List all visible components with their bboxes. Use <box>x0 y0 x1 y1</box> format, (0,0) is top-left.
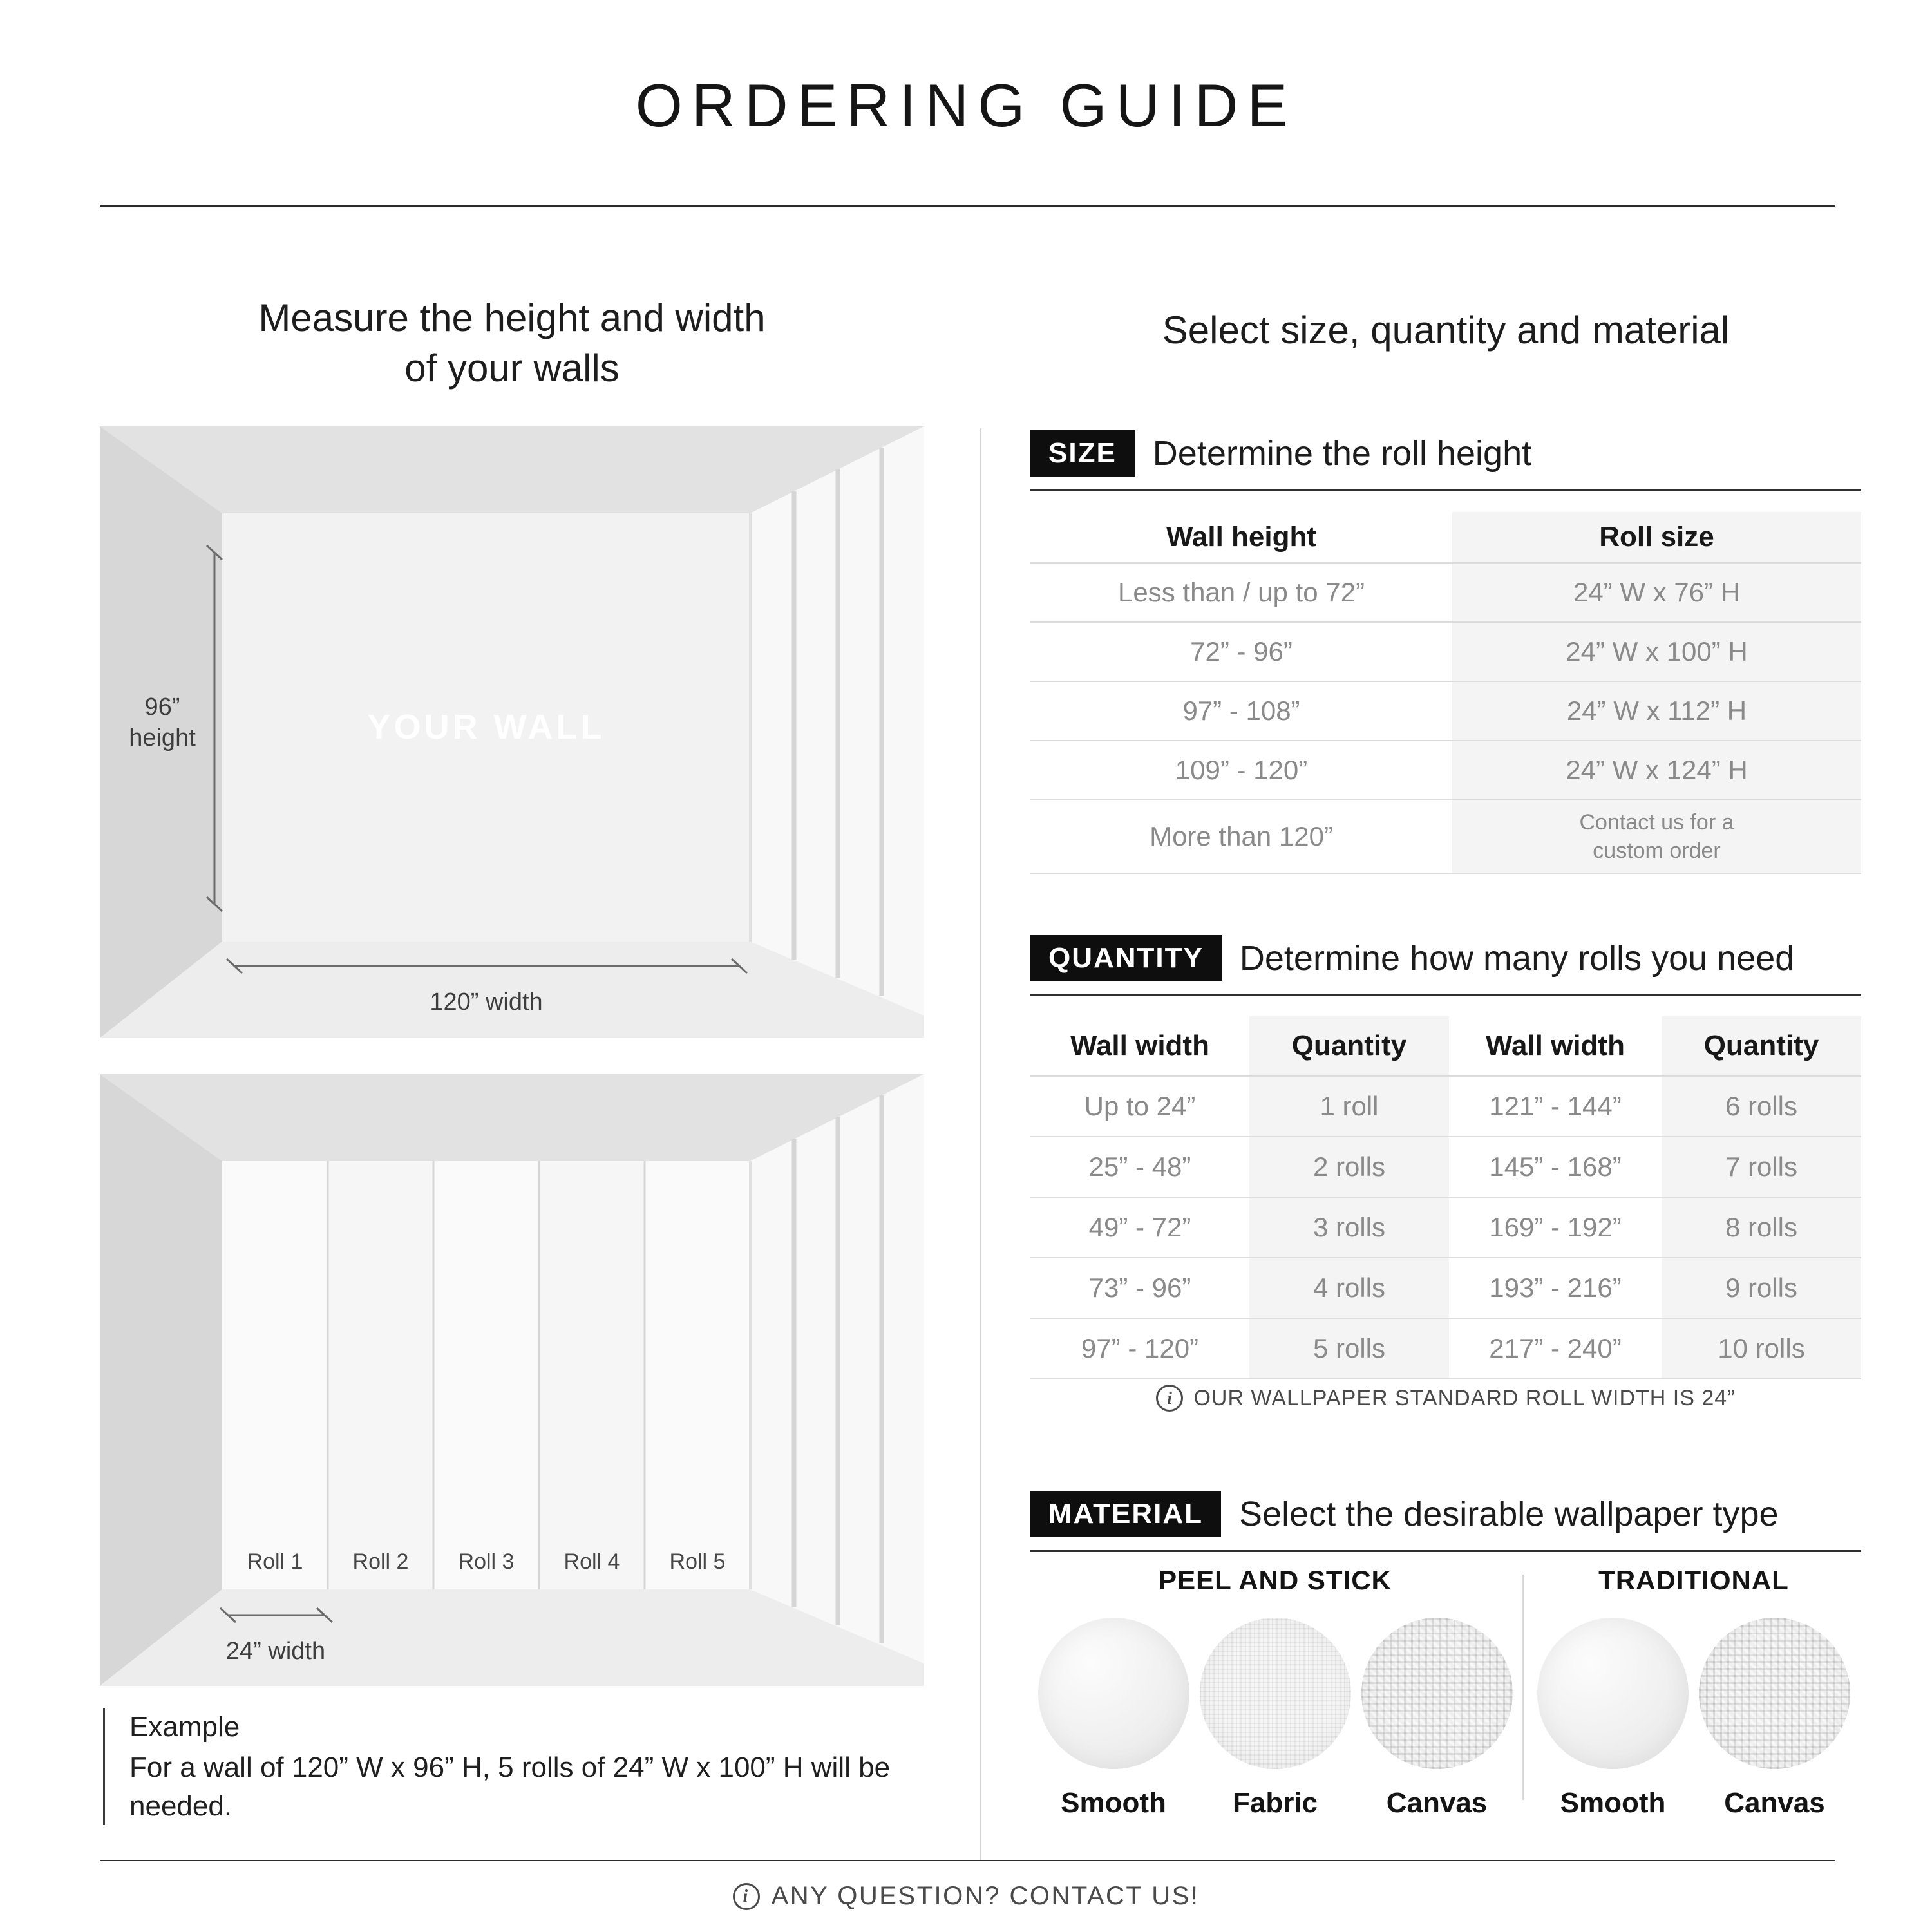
roll-size-cell: 24” W x 112” H <box>1452 682 1861 740</box>
material-option-smooth[interactable] <box>1038 1618 1189 1819</box>
room-illustration-measure <box>100 426 924 1038</box>
material-options <box>1030 1565 1861 1819</box>
footer-divider <box>100 1860 1835 1861</box>
roll-size-cell: 24” W x 100” H <box>1452 623 1861 681</box>
room-illustration-rolls <box>100 1074 924 1686</box>
wall-width-cell: 97” - 120” <box>1081 1333 1199 1363</box>
wall-width-cell: 145” - 168” <box>1489 1151 1622 1182</box>
quantity-table-row <box>1030 1258 1861 1319</box>
material-group-traditional <box>1526 1565 1861 1819</box>
example-title: Example <box>129 1711 240 1743</box>
quantity-table-row <box>1030 1319 1861 1379</box>
info-icon: i <box>1156 1385 1183 1412</box>
wall-width-cell: 25” - 48” <box>1088 1151 1191 1182</box>
material-option-label: Smooth <box>1560 1787 1666 1819</box>
material-section-header <box>1030 1491 1861 1552</box>
size-subtitle: Determine the roll height <box>1152 434 1532 473</box>
material-option-label: Canvas <box>1724 1787 1825 1819</box>
size-col-roll-size: Roll size <box>1452 512 1861 562</box>
example-block <box>103 1708 902 1825</box>
example-body: For a wall of 120” W x 96” H, 5 rolls of 24” W x 100” H will be needed. <box>129 1752 891 1822</box>
info-icon: i <box>733 1883 760 1910</box>
wall-width-cell: 217” - 240” <box>1489 1333 1622 1363</box>
fabric-texture-swatch[interactable] <box>1200 1618 1351 1769</box>
title-divider <box>100 205 1835 207</box>
wall-height-cell: Less than / up to 72” <box>1118 577 1365 607</box>
quantity-cell: 9 rolls <box>1662 1258 1861 1318</box>
smooth-texture-swatch[interactable] <box>1537 1618 1689 1769</box>
material-option-label: Fabric <box>1232 1787 1318 1819</box>
footer-contact-text: ANY QUESTION? CONTACT US! <box>771 1882 1200 1910</box>
quantity-cell: 5 rolls <box>1249 1319 1449 1378</box>
qty-col-quantity: Quantity <box>1249 1016 1449 1075</box>
quantity-table-row <box>1030 1077 1861 1137</box>
quantity-table-row <box>1030 1137 1861 1198</box>
material-subtitle: Select the desirable wallpaper type <box>1239 1495 1779 1533</box>
material-option-smooth[interactable] <box>1537 1618 1689 1819</box>
left-heading-line1: Measure the height and width <box>258 296 766 339</box>
size-col-wall-height: Wall height <box>1166 521 1317 553</box>
roll-label: Roll 3 <box>458 1549 515 1574</box>
roll-width-note-text: OUR WALLPAPER STANDARD ROLL WIDTH IS 24” <box>1193 1385 1736 1410</box>
quantity-cell: 10 rolls <box>1662 1319 1861 1378</box>
your-wall-label: YOUR WALL <box>367 708 605 746</box>
material-group-title: TRADITIONAL <box>1598 1565 1789 1595</box>
material-option-canvas[interactable] <box>1699 1618 1850 1819</box>
wall-height-cell: More than 120” <box>1150 821 1333 852</box>
material-option-label: Smooth <box>1061 1787 1166 1819</box>
roll-label: Roll 2 <box>352 1549 409 1574</box>
roll-label: Roll 1 <box>247 1549 303 1574</box>
quantity-cell: 6 rolls <box>1662 1077 1861 1136</box>
material-group-title: PEEL AND STICK <box>1159 1565 1392 1595</box>
quantity-table-header <box>1030 1016 1861 1077</box>
material-group-peel-and-stick <box>1030 1565 1520 1819</box>
quantity-cell: 8 rolls <box>1662 1198 1861 1257</box>
roll-width-label: 24” width <box>225 1638 326 1665</box>
roll-width-note <box>1030 1385 1861 1412</box>
qty-col-wall-width: Wall width <box>1486 1030 1625 1061</box>
wall-height-cell: 97” - 108” <box>1182 696 1300 726</box>
quantity-cell: 1 roll <box>1249 1077 1449 1136</box>
right-section-heading: Select size, quantity and material <box>1162 308 1730 352</box>
quantity-cell: 4 rolls <box>1249 1258 1449 1318</box>
smooth-texture-swatch[interactable] <box>1038 1618 1189 1769</box>
quantity-table <box>1030 1016 1861 1379</box>
quantity-badge: QUANTITY <box>1030 935 1222 981</box>
roll-size-cell: Contact us for a custom order <box>1452 800 1861 873</box>
size-table-header <box>1030 512 1861 564</box>
roll-label: Roll 4 <box>564 1549 620 1574</box>
left-wall <box>100 1074 222 1686</box>
column-divider <box>980 428 981 1860</box>
qty-col-quantity: Quantity <box>1662 1016 1861 1075</box>
roll-label: Roll 5 <box>669 1549 726 1574</box>
qty-col-wall-width: Wall width <box>1070 1030 1209 1061</box>
canvas-texture-swatch[interactable] <box>1361 1618 1513 1769</box>
left-heading-line2: of your walls <box>404 346 620 390</box>
size-table-row <box>1030 682 1861 741</box>
footer-contact[interactable] <box>0 1882 1932 1911</box>
size-section-header <box>1030 430 1861 491</box>
material-badge: MATERIAL <box>1030 1491 1221 1537</box>
quantity-section-header <box>1030 935 1861 996</box>
left-section-heading <box>100 293 924 393</box>
height-value-label: 96” <box>144 694 180 721</box>
size-table-row <box>1030 623 1861 682</box>
wall-width-cell: 49” - 72” <box>1088 1212 1191 1242</box>
quantity-cell: 2 rolls <box>1249 1137 1449 1197</box>
wall-width-cell: 121” - 144” <box>1489 1091 1622 1121</box>
quantity-cell: 7 rolls <box>1662 1137 1861 1197</box>
page-title: ORDERING GUIDE <box>635 71 1297 139</box>
size-table <box>1030 512 1861 874</box>
roll-size-cell: 24” W x 124” H <box>1452 741 1861 799</box>
wall-width-cell: 193” - 216” <box>1489 1273 1622 1303</box>
wall-width-cell: Up to 24” <box>1084 1091 1196 1121</box>
roll-size-cell: 24” W x 76” H <box>1452 564 1861 621</box>
canvas-texture-swatch[interactable] <box>1699 1618 1850 1769</box>
quantity-table-row <box>1030 1198 1861 1258</box>
quantity-cell: 3 rolls <box>1249 1198 1449 1257</box>
material-option-fabric[interactable] <box>1200 1618 1351 1819</box>
wall-width-cell: 73” - 96” <box>1088 1273 1191 1303</box>
wall-width-cell: 169” - 192” <box>1489 1212 1622 1242</box>
size-badge: SIZE <box>1030 430 1135 477</box>
material-option-label: Canvas <box>1386 1787 1488 1819</box>
wall-height-cell: 109” - 120” <box>1175 755 1308 785</box>
size-table-row <box>1030 800 1861 874</box>
height-word-label: height <box>129 724 196 752</box>
width-label: 120” width <box>430 989 543 1016</box>
size-table-row <box>1030 741 1861 800</box>
size-table-row <box>1030 564 1861 623</box>
wall-height-cell: 72” - 96” <box>1190 636 1293 667</box>
quantity-subtitle: Determine how many rolls you need <box>1239 939 1795 978</box>
material-group-divider <box>1522 1575 1524 1800</box>
material-option-canvas[interactable] <box>1361 1618 1513 1819</box>
wallpaper-rolls <box>222 1161 750 1589</box>
